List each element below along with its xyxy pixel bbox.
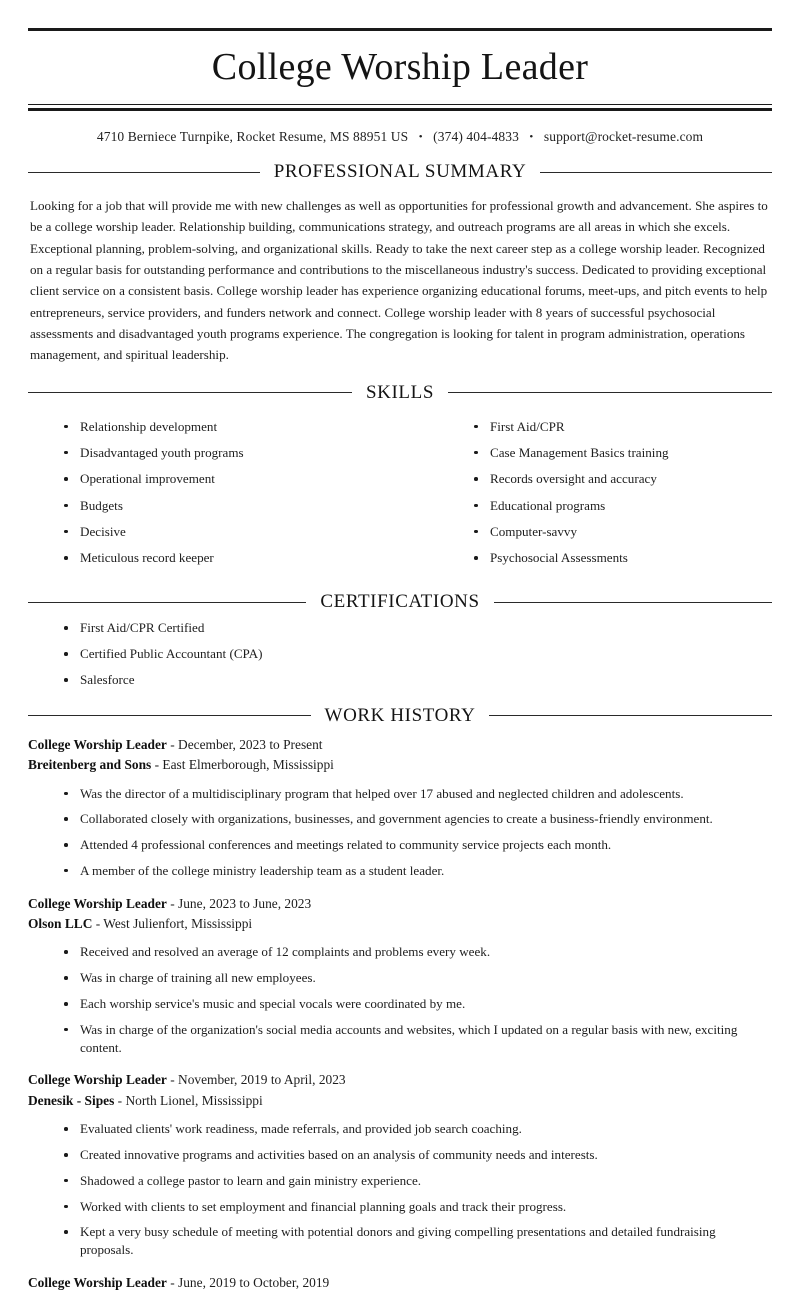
job-role: College Worship Leader bbox=[28, 895, 167, 911]
list-item: Was the director of a multidisciplinary program that helped over 17 abused and neglected children and adolescents. bbox=[52, 785, 772, 803]
contact-phone: (374) 404-4833 bbox=[433, 129, 519, 144]
page-title: College Worship Leader bbox=[211, 46, 589, 88]
section-title-summary: PROFESSIONAL SUMMARY bbox=[273, 161, 527, 182]
section-rule-right bbox=[489, 715, 772, 716]
list-item: Case Management Basics training bbox=[462, 444, 772, 462]
contact-line bbox=[28, 109, 772, 145]
section-rule-left bbox=[28, 172, 260, 173]
contact-address: 4710 Berniece Turnpike, Rocket Resume, MS 88951 US bbox=[96, 129, 409, 144]
job-dates: - December, 2023 to Present bbox=[166, 736, 323, 752]
job-company: Denesik - Sipes bbox=[28, 1092, 115, 1108]
section-rule-left bbox=[28, 715, 311, 716]
list-item: Computer-savvy bbox=[462, 523, 772, 541]
list-item: First Aid/CPR Certified bbox=[52, 619, 772, 637]
list-item: First Aid/CPR bbox=[462, 418, 772, 436]
section-professional-summary bbox=[28, 161, 772, 366]
section-certifications bbox=[28, 591, 772, 688]
list-item: Operational improvement bbox=[52, 470, 400, 488]
job-role: College Worship Leader bbox=[28, 1275, 167, 1290]
work-history-entry bbox=[28, 1273, 772, 1293]
job-location: - West Julienfort, Mississippi bbox=[92, 916, 253, 932]
section-work-history bbox=[28, 705, 772, 1293]
job-bullet-list bbox=[28, 785, 772, 880]
list-item: Psychosocial Assessments bbox=[462, 549, 772, 567]
job-location: - North Lionel, Mississippi bbox=[114, 1092, 263, 1108]
section-rule-right bbox=[448, 392, 772, 393]
job-dates: - November, 2019 to April, 2023 bbox=[166, 1072, 346, 1088]
contact-separator-2: • bbox=[529, 131, 534, 143]
skills-list-right bbox=[462, 418, 772, 567]
skills-column-left bbox=[28, 414, 400, 576]
section-rule-right bbox=[540, 172, 772, 173]
job-role-line bbox=[28, 894, 772, 914]
section-rule-left bbox=[28, 602, 306, 603]
list-item: Relationship development bbox=[52, 418, 400, 436]
skills-column-right bbox=[400, 414, 772, 576]
job-location: - East Elmerborough, Mississippi bbox=[151, 757, 334, 773]
list-item: Meticulous record keeper bbox=[52, 549, 400, 567]
job-company-line bbox=[28, 1091, 772, 1111]
section-heading bbox=[28, 161, 772, 183]
list-item: Received and resolved an average of 12 complaints and problems every week. bbox=[52, 943, 772, 961]
job-company: Olson LLC bbox=[28, 916, 93, 932]
list-item: Salesforce bbox=[52, 671, 772, 689]
section-heading bbox=[28, 705, 772, 727]
work-history-entry bbox=[28, 735, 772, 880]
section-title-certifications: CERTIFICATIONS bbox=[320, 591, 480, 613]
list-item: Attended 4 professional conferences and meetings related to community service projects each month. bbox=[52, 836, 772, 854]
certifications-body bbox=[28, 619, 772, 688]
list-item: Created innovative programs and activities based on an analysis of community needs and interests. bbox=[52, 1146, 772, 1164]
section-heading bbox=[28, 591, 772, 613]
job-bullet-list bbox=[28, 943, 772, 1056]
list-item: Worked with clients to set employment and financial planning goals and track their progress. bbox=[52, 1198, 772, 1216]
contact-email: support@rocket-resume.com bbox=[543, 129, 704, 144]
list-item: Kept a very busy schedule of meeting with potential donors and giving compelling presentations and detailed fundraising proposals. bbox=[52, 1223, 772, 1259]
section-rule-left bbox=[28, 392, 352, 393]
summary-text: Looking for a job that will provide me with new challenges as well as opportunities for professional growth and advancement. She aspires to be a college worship leader. Relationship building, communications strategy, and outreach programs are all areas in which she excels. Exceptional planning, problem-solving, and organizational skills. Ready to take the next career step as a college worship leader. Recognized on a regular basis for outstanding performance and contributions to the miscellaneous industry's success. Dedicated to providing exceptional client service on a consistent basis. College worship leader has experience organizing educational forums, meet-ups, and pitch events to help entrepreneurs, service providers, and funders network and connect. College worship leader with 8 years of successful psychosocial assessments and disadvantaged youth programs experience. The congregation is looking for talent in program administration, operations management, and spiritual leadership. bbox=[30, 198, 768, 363]
section-skills bbox=[28, 382, 772, 576]
list-item: Was in charge of training all new employees. bbox=[52, 969, 772, 987]
list-item: Collaborated closely with organizations, businesses, and government agencies to create a business-friendly environment. bbox=[52, 810, 772, 828]
list-item: Educational programs bbox=[462, 497, 772, 515]
work-history-entry bbox=[28, 894, 772, 1057]
list-item: A member of the college ministry leadership team as a student leader. bbox=[52, 862, 772, 880]
job-dates: - June, 2019 to October, 2019 bbox=[166, 1275, 330, 1290]
job-company-line bbox=[28, 914, 772, 934]
list-item: Shadowed a college pastor to learn and gain ministry experience. bbox=[52, 1172, 772, 1190]
section-title-skills: SKILLS bbox=[366, 381, 434, 403]
skills-list-left bbox=[52, 418, 400, 567]
skills-columns bbox=[28, 410, 772, 576]
list-item: Certified Public Accountant (CPA) bbox=[52, 645, 772, 663]
job-role: College Worship Leader bbox=[28, 1072, 167, 1088]
section-heading bbox=[28, 382, 772, 404]
section-title-work-history: WORK HISTORY bbox=[324, 704, 476, 726]
list-item: Budgets bbox=[52, 497, 400, 515]
contact-separator-1: • bbox=[418, 131, 423, 143]
resume-header bbox=[28, 0, 772, 145]
work-history-entry bbox=[28, 1070, 772, 1259]
job-company: Breitenberg and Sons bbox=[28, 757, 152, 773]
job-role-line bbox=[28, 1273, 772, 1293]
section-rule-right bbox=[494, 602, 772, 603]
job-company-line bbox=[28, 755, 772, 775]
job-role: College Worship Leader bbox=[28, 736, 167, 752]
list-item: Each worship service's music and special vocals were coordinated by me. bbox=[52, 995, 772, 1013]
list-item: Records oversight and accuracy bbox=[462, 470, 772, 488]
work-history-list bbox=[28, 735, 772, 1293]
job-dates: - June, 2023 to June, 2023 bbox=[166, 895, 312, 911]
job-role-line bbox=[28, 1070, 772, 1090]
list-item: Evaluated clients' work readiness, made referrals, and provided job search coaching. bbox=[52, 1120, 772, 1138]
job-role-line bbox=[28, 735, 772, 755]
list-item: Disadvantaged youth programs bbox=[52, 444, 400, 462]
list-item: Decisive bbox=[52, 523, 400, 541]
certifications-list bbox=[52, 619, 772, 688]
job-bullet-list bbox=[28, 1120, 772, 1259]
header-bottom-rule bbox=[28, 104, 772, 105]
list-item: Was in charge of the organization's social media accounts and websites, which I updated on a regular basis with new, exciting content. bbox=[52, 1021, 772, 1057]
